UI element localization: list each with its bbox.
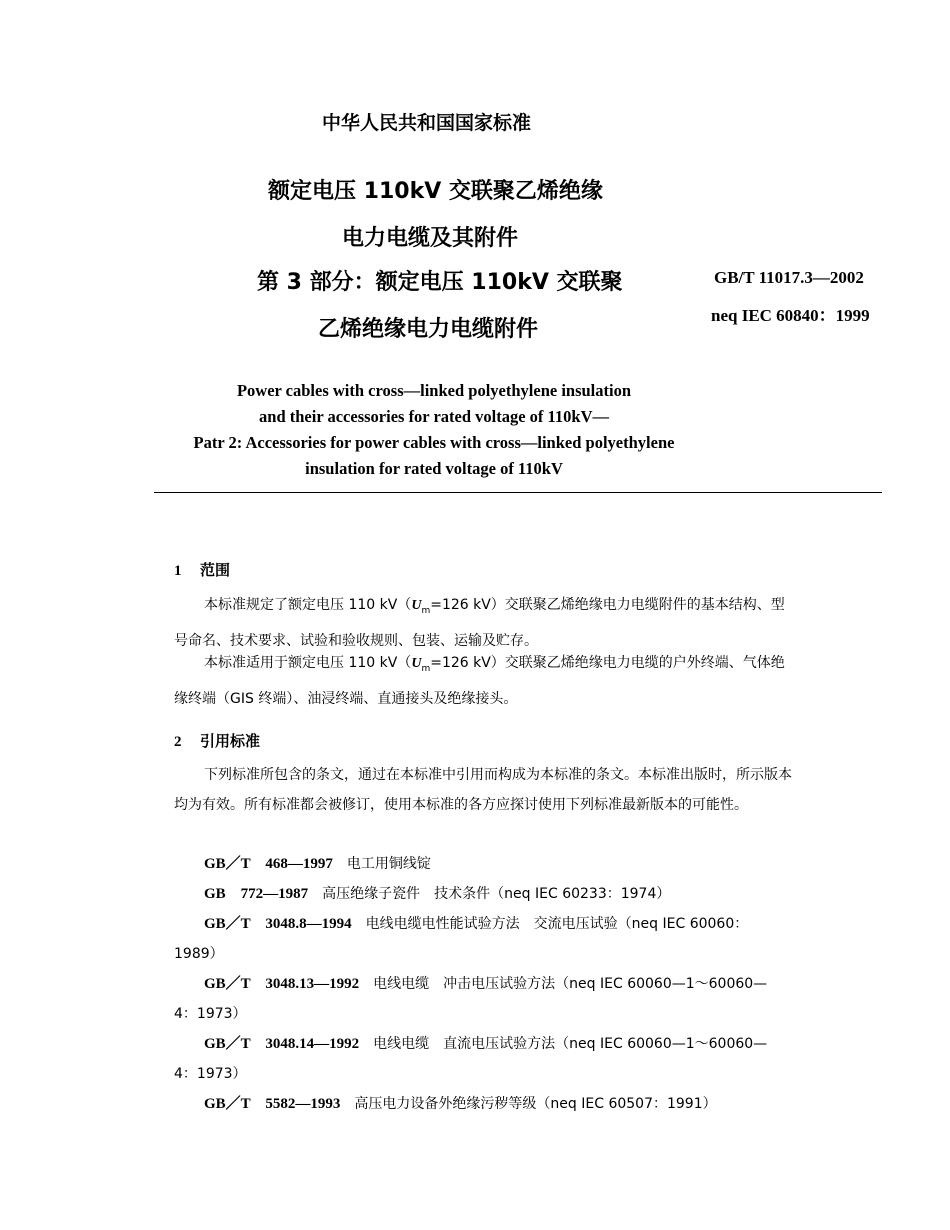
title-en-line-2: and their accessories for rated voltage of 110kV— — [259, 407, 609, 426]
title-divider — [154, 492, 882, 493]
section-1-heading — [174, 559, 230, 580]
p2-text-b: =126 kV）交联聚乙烯绝缘电力电缆的户外终端、气体绝缘终端（GIS 终端）、油浸终端、直通接头及绝缘接头。 — [174, 655, 785, 707]
reference-code: GB／T 468—1997 — [204, 856, 333, 872]
p2-text-a: 本标准适用于额定电压 110 kV（ — [204, 655, 412, 671]
section-2-intro: 下列标准所包含的条文，通过在本标准中引用而构成为本标准的条文。本标准出版时，所示版本均为有效。所有标准都会被修订，使用本标准的各方应探讨使用下列标准最新版本的可能性。 — [174, 767, 792, 813]
section-1-paragraph-1 — [174, 590, 794, 656]
p1-text-b: =126 kV）交联聚乙烯绝缘电力电缆附件的基本结构、型号命名、技术要求、试验和验收规则、包装、运输及贮存。 — [174, 597, 785, 649]
reference-item — [174, 1029, 786, 1089]
p2-variable: U — [411, 656, 422, 671]
reference-item — [174, 1089, 786, 1119]
reference-item — [174, 909, 786, 969]
p2-subscript: m — [421, 663, 431, 674]
reference-item — [174, 969, 786, 1029]
standard-code: GB/T 11017.3—2002 — [714, 268, 864, 287]
reference-item — [174, 849, 786, 879]
title-zh-line-2: 电力电缆及其附件 — [342, 226, 519, 251]
reference-code: GB 772—1987 — [204, 886, 309, 902]
title-en-line-4: insulation for rated voltage of 110kV — [305, 459, 563, 478]
standard-equivalence: neq IEC 60840：1999 — [711, 306, 870, 325]
p1-variable: U — [411, 598, 422, 613]
title-zh-line-3: 第 3 部分：额定电压 110kV 交联聚 — [257, 270, 623, 295]
title-en-line-1: Power cables with cross—linked polyethylene insulation — [236, 381, 632, 400]
reference-title: 高压电力设备外绝缘污秽等级（neq IEC 60507：1991） — [340, 1096, 717, 1112]
national-standard-heading: 中华人民共和国国家标准 — [322, 112, 532, 134]
section-1-paragraph-2 — [174, 648, 794, 714]
section-1-title: 范围 — [200, 561, 231, 579]
reference-code: GB／T 3048.14—1992 — [204, 1036, 360, 1052]
section-2-number: 2 — [174, 734, 182, 750]
reference-code: GB／T 3048.8—1994 — [204, 916, 352, 932]
title-en-line-3: Patr 2: Accessories for power cables with cross—linked polyethylene — [193, 433, 675, 452]
p1-subscript: m — [421, 605, 431, 616]
reference-title: 高压绝缘子瓷件 技术条件（neq IEC 60233：1974） — [308, 886, 671, 902]
reference-title: 电线电缆 直流电压试验方法（neq IEC 60060—1～60060—4：1973） — [174, 1036, 768, 1082]
reference-code: GB／T 3048.13—1992 — [204, 976, 360, 992]
section-2-title: 引用标准 — [200, 732, 261, 750]
title-zh-line-4: 乙烯绝缘电力电缆附件 — [318, 317, 539, 342]
p1-text-a: 本标准规定了额定电压 110 kV（ — [204, 597, 412, 613]
reference-title: 电工用铜线锭 — [332, 856, 431, 872]
section-2-heading — [174, 730, 260, 751]
reference-code: GB／T 5582—1993 — [204, 1096, 341, 1112]
reference-title: 电线电缆电性能试验方法 交流电压试验（neq IEC 60060：1989） — [174, 916, 749, 962]
section-1-number: 1 — [174, 563, 182, 579]
title-zh-line-1: 额定电压 110kV 交联聚乙烯绝缘 — [268, 179, 603, 204]
reference-title: 电线电缆 冲击电压试验方法（neq IEC 60060—1～60060—4：1973） — [174, 976, 768, 1022]
reference-item — [174, 879, 786, 909]
